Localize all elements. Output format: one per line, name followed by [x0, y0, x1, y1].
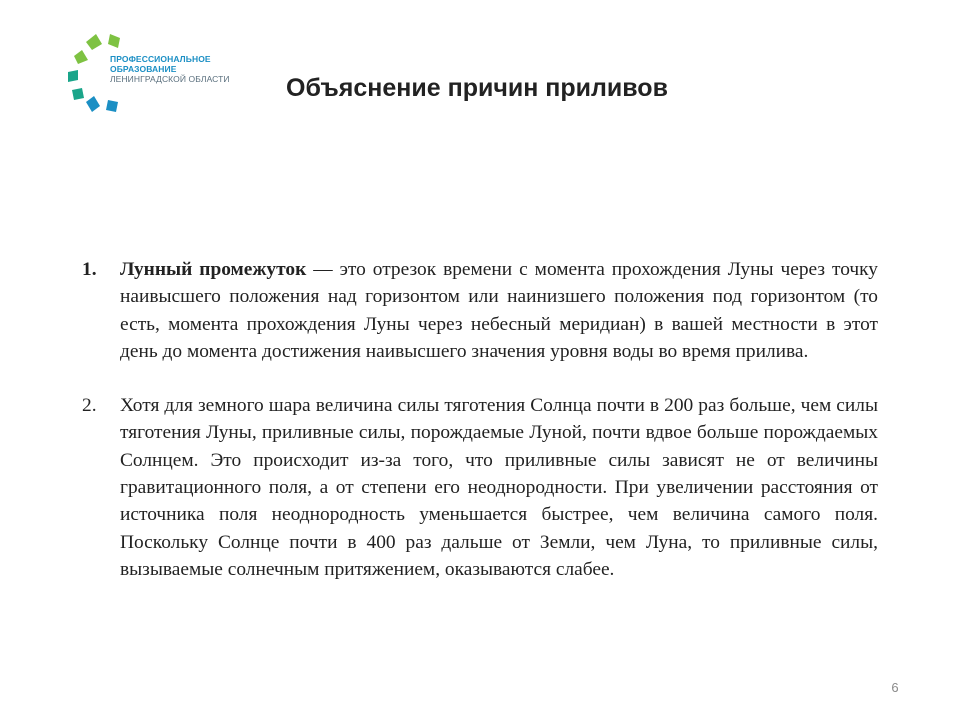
list-item: [82, 256, 878, 365]
list-item: [82, 392, 878, 583]
logo-text: [110, 54, 230, 84]
list-item-number: 1.: [82, 259, 97, 280]
logo: [64, 30, 244, 122]
numbered-list: [82, 256, 878, 583]
term-lunar-interval: Лунный промежуток: [120, 259, 307, 280]
list-item-text: [120, 256, 878, 365]
logo-line-3: ЛЕНИНГРАДСКОЙ ОБЛАСТИ: [110, 74, 230, 84]
list-item-number: 2.: [82, 395, 97, 417]
list-item-text: Хотя для земного шара величина силы тяготения Солнца почти в 200 раз больше, чем силы тяготения Луны, приливные силы, порождаемые Луной, почти вдвое больше порождаемых Солнцем. Это происходит из-за того, что приливные силы зависят не от величины гравитационного поля, а от степени его неоднородности. При увеличении расстояния от источника поля неоднородность уменьшается быстрее, чем величина самого поля. Поскольку Солнце почти в 400 раз дальше от Земли, чем Луна, то приливные силы, вызываемые солнечным притяжением, оказываются слабее.: [120, 395, 878, 580]
page-number: 6: [891, 680, 899, 695]
logo-line-1: ПРОФЕССИОНАЛЬНОЕ: [110, 54, 211, 64]
slide-title: Объяснение причин приливов: [286, 74, 668, 102]
definition-text: — это отрезок времени с момента прохождения Луны через точку наивысшего положения над горизонтом или наинизшего положения под горизонтом (то есть, момента прохождения Луны через небесный меридиан) в вашей местности в этот день до момента достижения наивысшего значения уровня воды во время прилива.: [120, 259, 878, 362]
logo-line-2: ОБРАЗОВАНИЕ: [110, 64, 177, 74]
